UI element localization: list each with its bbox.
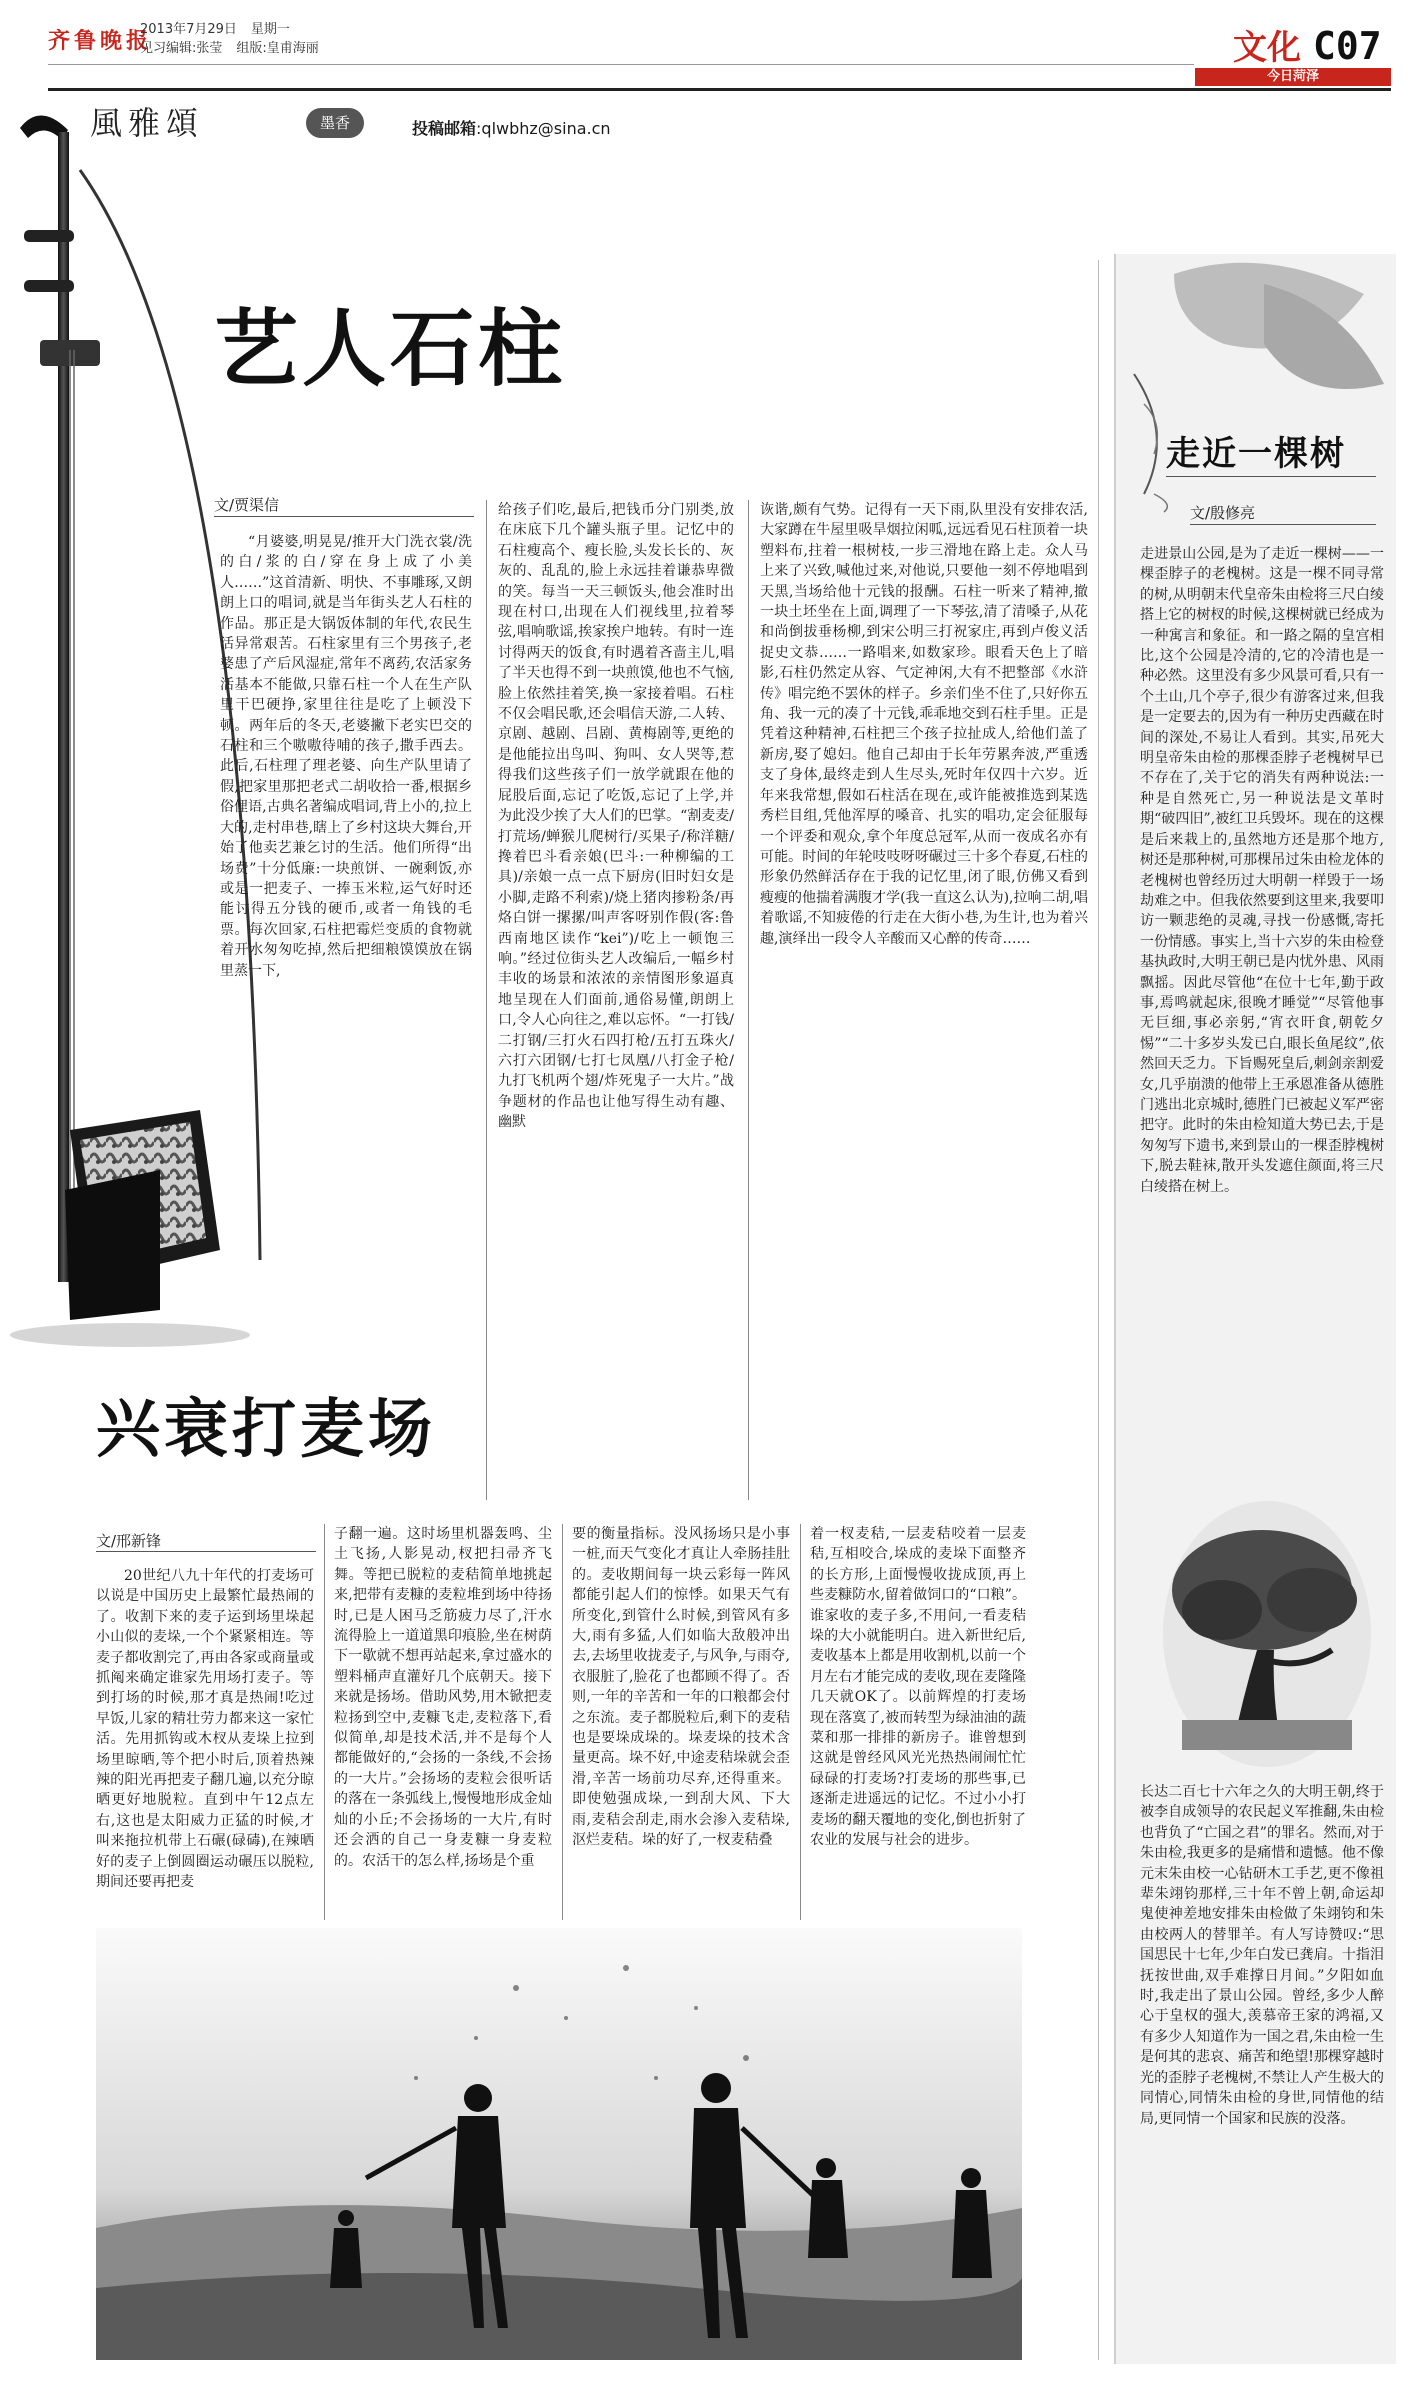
column-divider <box>486 500 487 1500</box>
article1-byline: 文/贾渠信 <box>214 496 280 514</box>
edition-bar: 今日菏泽 <box>1195 68 1391 86</box>
article1-column-1: “月婆婆,明晃晃/推开大门洗衣裳/洗的白/浆的白/穿在身上成了小美人……”这首清新、明快、不事雕琢,又朗朗上口的唱词,就是当年街头艺人石柱的作品。那正是大锅饭体制的年代,农民生活异常艰苦。石柱家里有三个男孩子,老婆患了产后风湿症,常年不离药,农活家务活基本不能做,只靠石柱一个人在生产队里干巴硬挣,家里往往是吃了上顿没下顿。两年后的冬天,老婆撇下老实巴交的石柱和三个嗷嗷待哺的孩子,撒手西去。此后,石柱理了理老婆、向生产队里请了假,把家里那把老式二胡收拾一番,根据乡俗俚语,古典名著编成唱词,背上小的,拉上大的,走村串巷,瞎上了乡村这块大舞台,开始了他卖艺兼乞讨的生活。他们所得“出场费”十分低廉:一块煎饼、一碗剩饭,亦或是一把麦子、一捧玉米粒,运气好时还能讨得五分钱的硬币,或者一角钱的毛票。每次回家,石柱把霉烂变质的食物就着开水匆匆吃掉,然后把细粮馍馍放在锅里蒸一下, <box>220 534 472 979</box>
article3-title-rule <box>1166 476 1376 477</box>
right-column-divider <box>1098 260 1099 2360</box>
article3-text-part1: 走进景山公园,是为了走近一棵树——一棵歪脖子的老槐树。这是一棵不同寻常的树,从明朝末代皇帝朱由检将三尺白绫搭上它的树杈的时候,这棵树就已经成为一种寓言和象征。和一路之隔的皇宫相比,这个公园是冷清的,它的冷清也是一种必然。这里没有多少风景可看,只有一个土山,几个亭子,很少有游客过来,但我是一定要去的,因为有一种历史西藏在时间的深处,不易让人看到。其实,吊死大明皇帝朱由检的那棵歪脖子老槐树早已不存在了,关于它的消失有两种说法:一种是自然死亡,另一种说法是文革时期“破四旧”,被红卫兵毁坏。现在的这棵是后来栽上的,虽然地方还是那个地方,树还是那种树,可那棵吊过朱由检龙体的老槐树也曾经历过大明朝一样毁于一场劫难之中。但我依然要到这里来,我要叩访一颗悲绝的灵魂,寻找一份感慨,寄托一份情感。事实上,当十六岁的朱由检登基执政时,大明王朝已是内忧外患、风雨飘摇。因此尽管他“在位十七年,勤于政事,焉鸣就起床,很晚才睡觉”“尽管他事无巨细,事必亲躬,“宵衣旰食,朝乾夕惕”“二十多岁头发已白,眼长鱼尾纹”,依然回天乏力。下旨赐死皇后,刺剑亲割爱女,几乎崩溃的他带上王承恩准备从德胜门逃出北京城时,德胜门已被起义军严密把守。此时的朱由检知道大势已去,于是匆匆写下遗书,来到景山的一棵歪脖槐树下,脱去鞋袜,散开头发遮住颜面,将三尺白绫搭在树上。 <box>1140 546 1384 1195</box>
article2-column-4: 着一杈麦秸,一层麦秸咬着一层麦秸,互相咬合,垛成的麦垛下面整齐的长方形,上面慢慢收拢成顶,再上些麦糠防水,留着做饲口的“口粮”。谁家收的麦子多,不用问,一看麦秸垛的大小就能明白。进入新世纪后,麦收基本上都是用收割机,以前一个月左右才能完成的麦收,现在麦隆隆几天就OK了。以前辉煌的打麦场现在落寞了,被而转型为绿油油的蔬菜和那一排排的新房子。谁曾想到这就是曾经风风光光热热闹闹忙忙碌碌的打麦场?打麦场的那些事,已逐渐走进遥远的记忆。不过小小打麦场的翻天覆地的变化,倒也折射了农业的发展与社会的进步。 <box>810 1526 1026 1849</box>
article3-byline: 文/殷修亮 <box>1190 504 1256 522</box>
column-badge: 墨香 <box>306 108 364 138</box>
column-divider <box>324 1524 325 1920</box>
page-number: C07 <box>1313 24 1382 68</box>
article2-column-1: 20世纪八九十年代的打麦场可以说是中国历史上最繁忙最热闹的了。收割下来的麦子运到场里垛起小山似的麦垛,一个个紧紧相连。等麦子都收割完了,再由各家或商量或抓阄来确定谁家先用场打麦子。等到打场的时候,那才真是热闹!吃过早饭,儿家的精壮劳力都来这一家忙活。先用抓钩或木杈从麦垛上拉到场里晾晒,等个把小时后,顶着热辣辣的阳光再把麦子翻几遍,以充分晾晒更好地脱粒。直到中午12点左右,这也是太阳威力正猛的时候,才叫来拖拉机带上石碾(碌碡),在辣晒好的麦子上倒圆圈运动碾压以脱粒,期间还要再把麦 <box>96 1568 314 1891</box>
section-name: 文化 <box>1233 28 1301 68</box>
column-banner: 風雅頌 <box>90 104 205 142</box>
header-rule-thick <box>48 88 1391 91</box>
article3-title: 走近一棵树 <box>1166 434 1346 474</box>
column-divider <box>562 1524 563 1920</box>
article1-column-2: 给孩子们吃,最后,把钱币分门别类,放在床底下几个罐头瓶子里。记忆中的石柱瘦高个、瘦长脸,头发长长的、灰灰的、乱乱的,脸上永远挂着谦恭卑微的笑。每当一天三顿饭头,他会准时出现在村口,出现在人们视线里,拉着琴弦,唱响歌谣,挨家挨户地转。有时一连讨得两天的饭食,有时遇着吝啬主儿,唱了半天也得不到一块煎馍,他也不气恼,脸上依然挂着笑,换一家接着唱。石柱不仅会唱民歌,还会唱信天游,二人转、京剧、越剧、吕剧、黄梅剧等,更绝的是他能拉出鸟叫、狗叫、女人哭等,惹得我们这些孩子们一放学就跟在他的屁股后面,忘记了吃饭,忘记了上学,并为此没少挨了大人们的巴掌。“割麦麦/打荒场/蝉猴儿爬树行/买果子/称洋糖/搀着巴斗看亲娘(巴斗:一种柳编的工具)/亲娘一点一点下厨房(旧时妇女是小脚,走路不利索)/烧上猪肉掺粉条/再烙白饼一摞摞/叫声客呀别作假(客:鲁西南地区读作“kei”)/吃上一顿饱三响。”经过位街头艺人改编后,一幅乡村丰收的场景和浓浓的亲情图形象逼真地呈现在人们面前,通俗易懂,朗朗上口,令人心向往之,难以忘怀。“一打钱/二打钢/三打火石四打枪/五打五珠火/六打六团钢/七打七凤凰/八打金子枪/九打飞机两个翅/炸死鬼子一大片。”战争题材的作品也让他写得生动有趣、幽默 <box>498 502 734 1131</box>
trainee-editor: 见习编辑:张莹 <box>140 41 223 56</box>
leaf-decoration <box>1114 254 1394 514</box>
article2-title: 兴衰打麦场 <box>96 1393 436 1467</box>
column-divider <box>800 1524 801 1920</box>
threshing-photo <box>96 1928 1022 2360</box>
article2-column-3: 要的衡量指标。没风扬场只是小事一桩,而天气变化才真让人牵肠挂肚的。麦收期间每一块云彩每一阵风都能引起人们的惊悸。如果天气有所变化,到管什么时候,到管风有多大,雨有多猛,人们如临大敌般冲出去,去场里收拢麦子,与风争,与雨夺,衣服脏了,脸花了也都顾不得了。否则,一年的辛苦和一年的口粮都会付之东流。麦子都脱粒后,剩下的麦秸也是要垛成垛的。垛麦垛的技术含量更高。垛不好,中途麦秸垛就会歪滑,辛苦一场前功尽弃,还得重来。即使勉强成垛,一到刮大风、下大雨,麦秸会刮走,雨水会渗入麦秸垛,沤烂麦秸。垛的好了,一杈麦秸叠 <box>572 1526 790 1849</box>
article3-byline-rule <box>1190 524 1376 525</box>
article2-byline: 文/邢新锋 <box>96 1532 162 1550</box>
article2-column-2: 子翻一遍。这时场里机器轰鸣、尘土飞扬,人影晃动,杈把扫帚齐飞舞。等把已脱粒的麦秸简单地挑起来,把带有麦糠的麦粒堆到场中待扬时,已是人困马乏筋疲力尽了,汗水流得脸上一道道黑印痕脸,坐在树荫下一歇就不想再站起来,拿过盛水的塑料桶声直灌好几个底朝天。接下来就是扬场。借助风势,用木锨把麦粒扬到空中,麦糠飞走,麦粒落下,看似简单,却是技术活,并不是每个人都能做好的,“会扬的一条线,不会扬的一大片。”会扬场的麦粒会很听话的落在一条弧线上,慢慢地形成金灿灿的小丘;不会扬场的一大片,有时还会洒的自己一身麦糠一身麦粒的。农活干的怎么样,扬场是个重 <box>334 1526 552 1869</box>
article1-title: 艺人石柱 <box>214 300 567 398</box>
issue-date: 2013年7月29日 <box>140 22 237 37</box>
column-divider <box>748 500 749 1500</box>
article2-byline-rule <box>96 1551 316 1552</box>
article1-column-3: 诙谐,颇有气势。记得有一天下雨,队里没有安排农活,大家蹲在牛屋里吸旱烟拉闲呱,远远看见石柱顶着一块塑料布,拄着一根树枝,一步三滑地在路上走。众人马上来了兴致,喊他过来,对他说,只要他一刻不停地唱到天黑,当场给他十元钱的报酬。石柱一听来了精神,撤一块土坯坐在上面,调理了一下琴弦,清了清嗓子,从花和尚倒拔垂杨柳,到宋公明三打祝家庄,再到卢俊义活捉史文恭……一路唱来,如数家珍。眼看天色上了暗影,石柱仍然定从容、气定神闲,大有不把整部《水浒传》唱完绝不罢休的样子。乡亲们坐不住了,只好你五角、我一元的凑了十元钱,乖乖地交到石柱手里。正是凭着这种精神,石柱把三个孩子拉扯成人,给他们盖了新房,娶了媳妇。他自己却由于长年劳累奔波,严重透支了身体,最终走到人生尽头,死时年仅四十六岁。近年来我常想,假如石柱活在现在,或许能被推选到某选秀栏目组,凭他浑厚的嗓音、扎实的唱功,定会征服每一个评委和观众,拿个年度总冠军,从而一夜成名亦有可能。时间的年轮吱吱呀呀碾过三十多个春夏,石柱的形象仍然鲜活存在于我的记忆里,闭了眼,仿佛又看到瘦瘦的他揣着满腹才学(我一直这么认为),拉响二胡,唱着歌谣,不知疲倦的行走在大街小巷,为生计,也为着兴趣,演绎出一段令人辛酸而又心醉的传奇…… <box>760 502 1088 947</box>
section-header <box>1233 20 1382 69</box>
layout-editor: 组版:皇甫海丽 <box>236 41 319 56</box>
header-rule <box>48 64 1194 65</box>
tree-photo <box>1162 1500 1372 1768</box>
submit-email <box>412 116 611 139</box>
article3-text-part2: 长达二百七十六年之久的大明王朝,终于被李自成领导的农民起义军推翻,朱由检也背负了“亡国之君”的罪名。然而,对于朱由检,我更多的是痛惜和遗憾。他不像元末朱由校一心钻研木工手艺,更不像祖辈朱翊钧那样,三十年不曾上朝,命运却鬼使神差地安排朱由检做了朱翊钧和朱由校两人的替罪羊。有人写诗赞叹:“思国思民十七年,少年白发已龚肩。十指泪抚按世曲,双手难撑日月间。”夕阳如血时,我走出了景山公园。曾经,多少人醉心于皇权的强大,羡慕帝王家的鸿福,又有多少人知道作为一国之君,朱由检一生是何其的悲哀、痛苦和绝望!那棵穿越时光的歪脖子老槐树,不禁让人产生极大的同情心,同情朱由检的身世,同情他的结局,更同情一个国家和民族的没落。 <box>1140 1784 1384 2127</box>
submit-address: :qlwbhz@sina.cn <box>476 119 611 138</box>
issue-weekday: 星期一 <box>250 22 290 37</box>
masthead: 齐鲁晚报 <box>48 28 153 54</box>
header-info <box>140 20 333 58</box>
article1-byline-rule <box>214 516 474 517</box>
submit-label: 投稿邮箱 <box>412 119 477 138</box>
